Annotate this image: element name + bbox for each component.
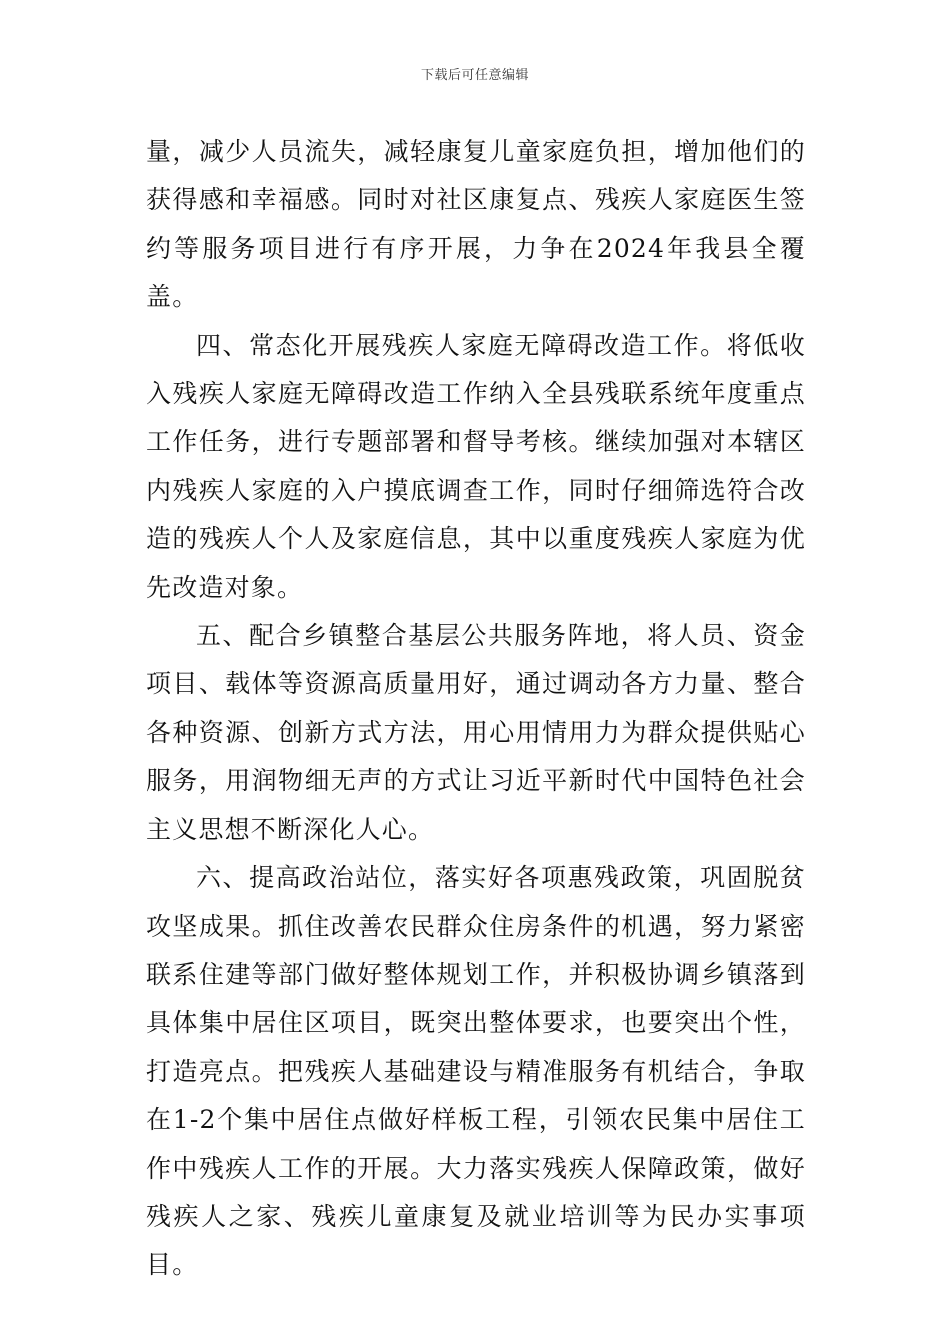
paragraph-item-four: 四、常态化开展残疾人家庭无障碍改造工作。将低收入残疾人家庭无障碍改造工作纳入全县残联系统年度重点工作任务，进行专题部署和督导考核。继续加强对本辖区内残疾人家庭的入户摸底调查工作，同时仔细筛选符合改造的残疾人个人及家庭信息，其中以重度残疾人家庭为优先改造对象。 bbox=[146, 330, 806, 602]
document-body bbox=[146, 128, 806, 1290]
paragraph-continuation: 量，减少人员流失，减轻康复儿童家庭负担，增加他们的获得感和幸福感。同时对社区康复点、残疾人家庭医生签约等服务项目进行有序开展，力争在2024年我县全覆盖。 bbox=[146, 137, 806, 312]
paragraph-item-six: 六、提高政治站位，落实好各项惠残政策，巩固脱贫攻坚成果。抓住改善农民群众住房条件的机遇，努力紧密联系住建等部门做好整体规划工作，并积极协调乡镇落到具体集中居住区项目，既突出整体要求，也要突出个性，打造亮点。把残疾人基础建设与精准服务有机结合，争取在1-2个集中居住点做好样板工程，引领农民集中居住工作中残疾人工作的开展。大力落实残疾人保障政策，做好残疾人之家、残疾儿童康复及就业培训等为民办实事项目。 bbox=[146, 863, 806, 1280]
page-header: 下载后可任意编辑 bbox=[420, 68, 529, 83]
paragraph-item-five: 五、配合乡镇整合基层公共服务阵地，将人员、资金项目、载体等资源高质量用好，通过调动各方力量、整合各种资源、创新方式方法，用心用情用力为群众提供贴心服务，用润物细无声的方式让习近平新时代中国特色社会主义思想不断深化人心。 bbox=[146, 621, 806, 844]
